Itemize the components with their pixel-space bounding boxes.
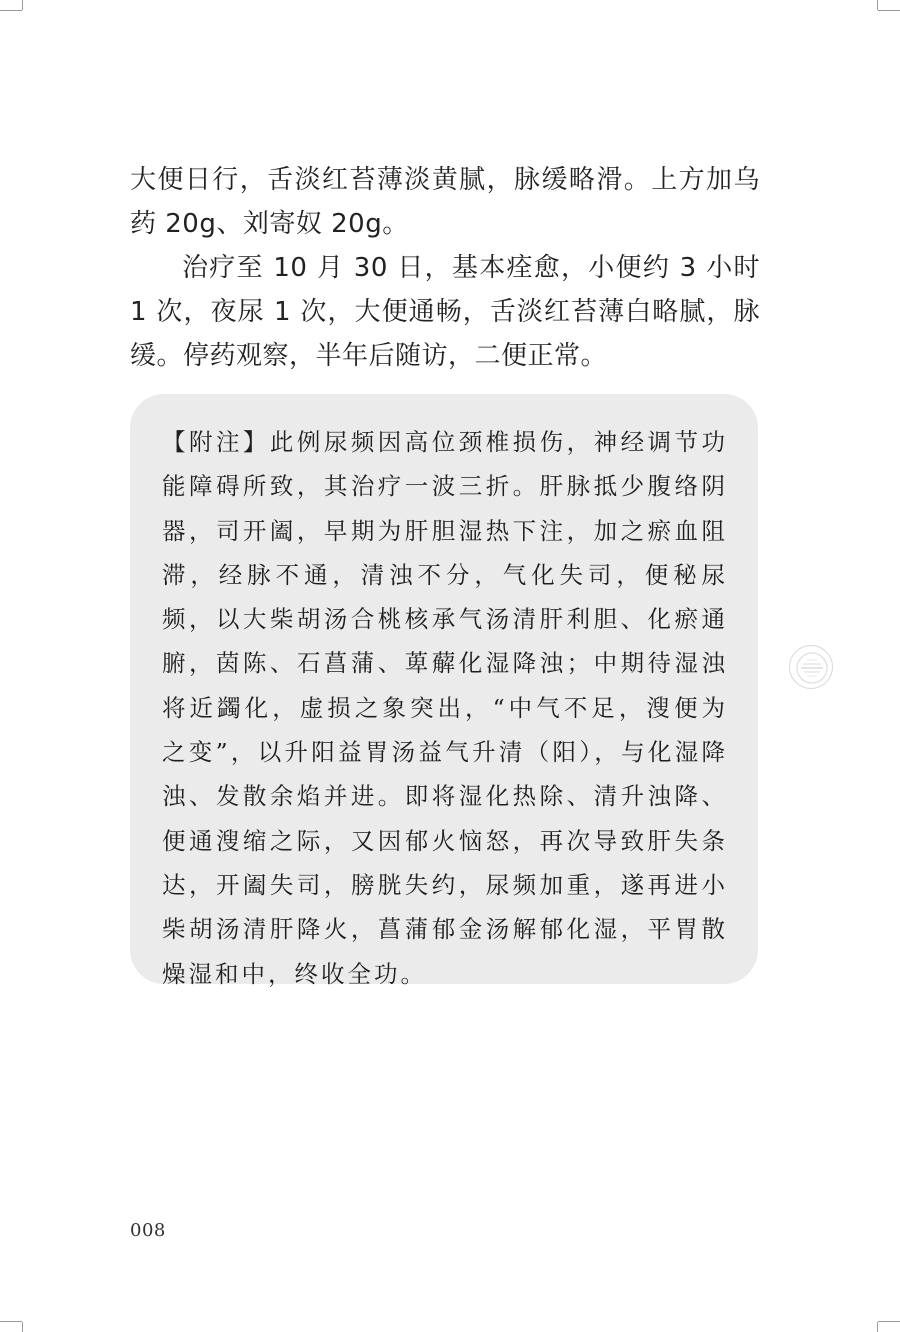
crop-mark [878,10,900,11]
seal-graphic [790,646,834,690]
crop-mark [878,1321,900,1322]
body-text [130,158,760,378]
page-number: 008 [130,1220,166,1241]
crop-mark [22,1322,23,1332]
crop-mark [0,1321,22,1322]
crop-mark [877,1322,878,1332]
seal-icon [789,645,833,689]
paragraph-continued: 大便日行，舌淡红苔薄淡黄腻，脉缓略滑。上方加乌药 20g、刘寄奴 20g。 [130,165,760,239]
note-box [130,394,758,988]
note-label: 【附注】 [162,428,270,456]
paragraph-treatment-outcome: 治疗至 10 月 30 日，基本痊愈，小便约 3 小时 1 次，夜尿 1 次，大便通畅，舌淡红苔薄白略腻，脉缓。停药观察，半年后随访，二便正常。 [130,253,760,371]
note-text: 此例尿频因高位颈椎损伤，神经调节功能障碍所致，其治疗一波三折。肝脉抵少腹络阴器，司开阖，早期为肝胆湿热下注，加之瘀血阻滞，经脉不通，清浊不分，气化失司，便秘尿频，以大柴胡汤合桃核承气汤清肝利胆、化瘀通腑，茵陈、石菖蒲、萆薢化湿降浊；中期待湿浊将近蠲化，虚损之象突出，“中气不足，溲便为之变”，以升阳益胃汤益气升清（阳），与化湿降浊、发散余焰并进。即将湿化热除、清升浊降、便通溲缩之际，又因郁火恼怒，再次导致肝失条达，开阖失司，膀胱失约，尿频加重，遂再进小柴胡汤清肝降火，菖蒲郁金汤解郁化湿，平胃散燥湿和中，终收全功。 [162,428,729,988]
crop-mark [0,10,22,11]
note-paragraph [162,420,728,996]
crop-mark [22,0,23,10]
crop-mark [877,0,878,10]
